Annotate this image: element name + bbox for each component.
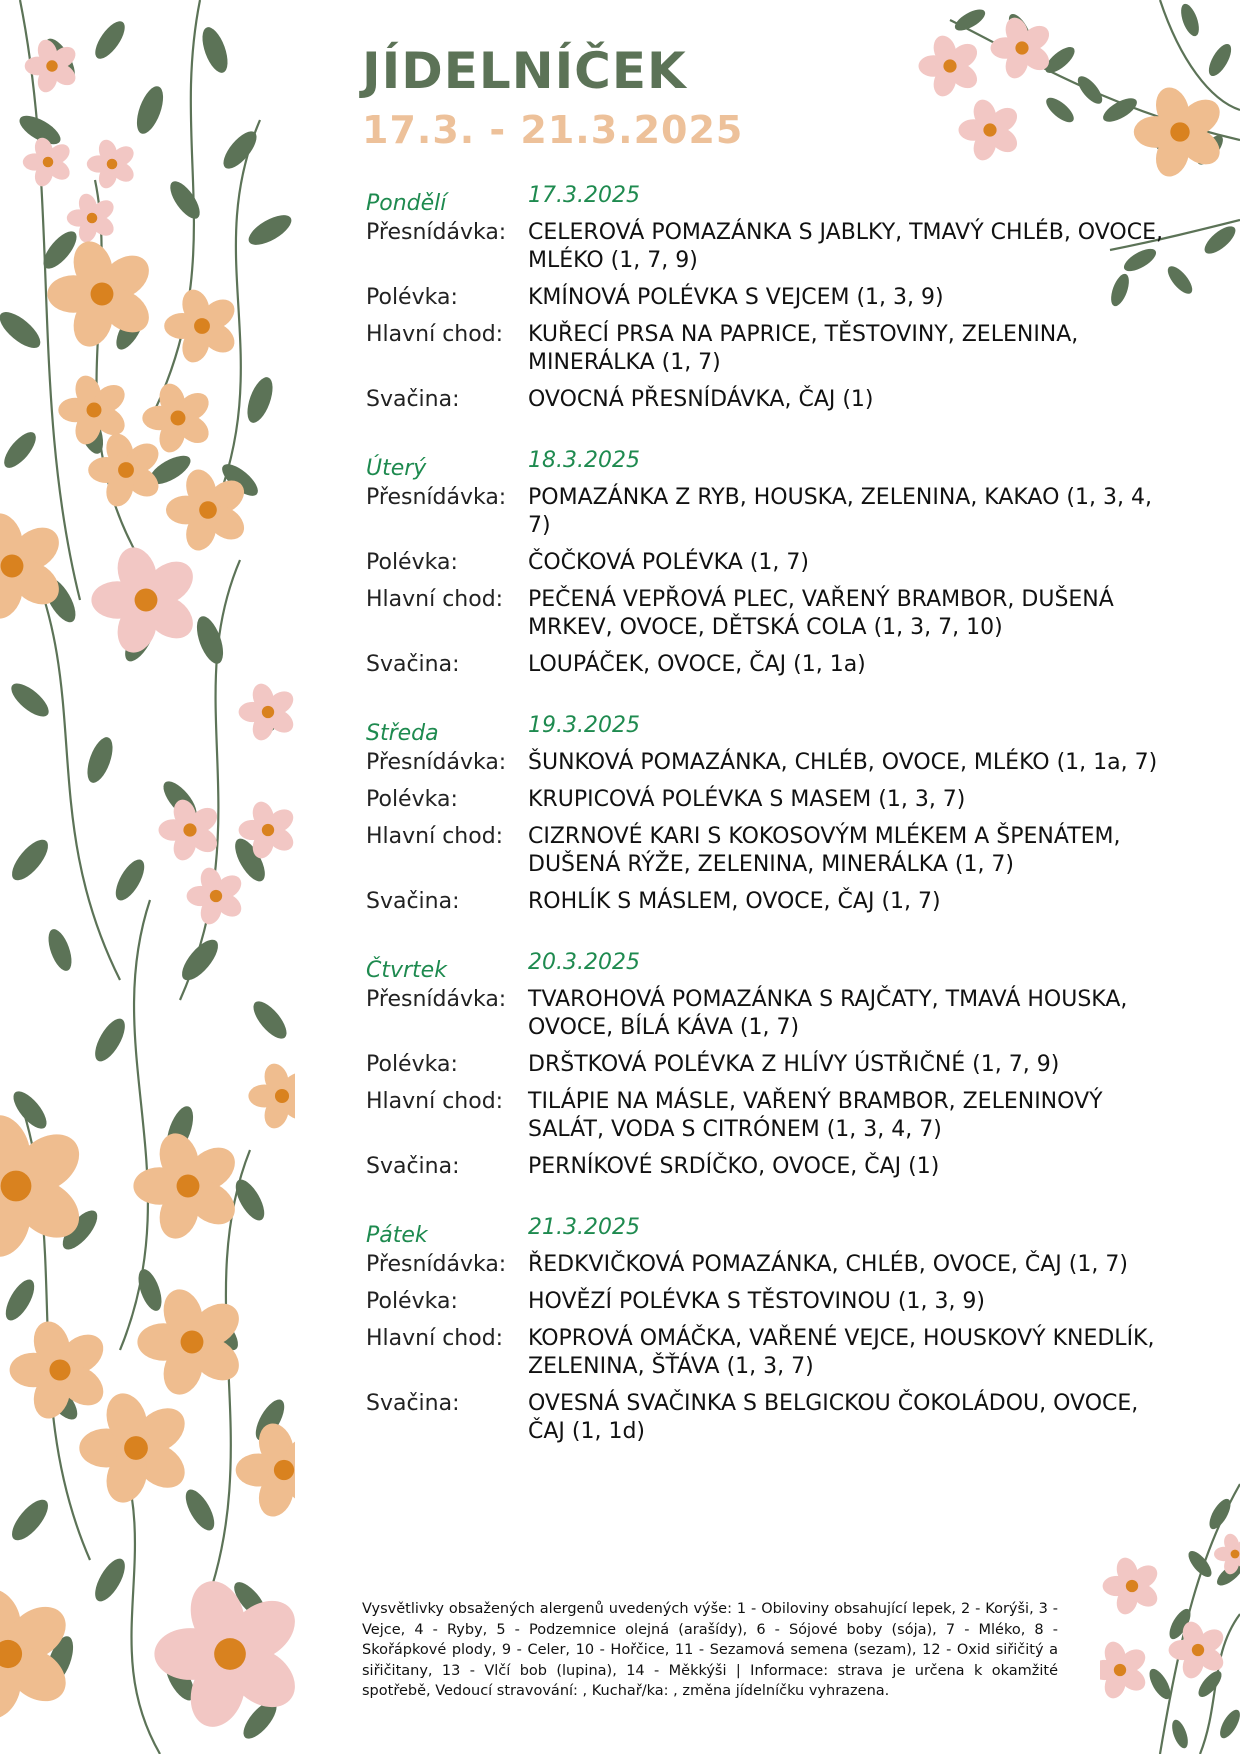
leaf xyxy=(1164,262,1197,297)
meal-value: ROHLÍK S MÁSLEM, OVOCE, ČAJ (1, 7) xyxy=(528,889,941,914)
meal-value: HOVĚZÍ POLÉVKA S TĚSTOVINOU (1, 3, 9) xyxy=(528,1289,986,1314)
meal-row-main xyxy=(366,1088,1166,1144)
leaf xyxy=(0,427,41,473)
leaf xyxy=(89,1014,130,1066)
leaf xyxy=(44,926,76,974)
day-thursday xyxy=(366,950,1166,1181)
meal-label: Přesnídávka: xyxy=(366,220,507,245)
day-name: Středa xyxy=(366,721,439,746)
flower xyxy=(142,380,214,455)
meal-row-soup xyxy=(366,1288,1166,1316)
flower xyxy=(87,137,138,190)
flower-center xyxy=(262,824,274,836)
meal-row-main xyxy=(366,321,1166,377)
day-monday xyxy=(366,183,1166,414)
leaf xyxy=(1042,94,1077,127)
day-friday xyxy=(366,1215,1166,1446)
flower-center xyxy=(1,555,24,578)
flower-center xyxy=(183,823,196,836)
day-header xyxy=(366,183,1166,219)
flower xyxy=(91,542,201,657)
flower-center xyxy=(118,462,134,478)
leaf xyxy=(1200,222,1239,259)
flower xyxy=(248,1060,295,1131)
flower xyxy=(79,1388,193,1508)
meal-label: Přesnídávka: xyxy=(366,750,507,775)
leaf xyxy=(230,1175,270,1224)
meal-value: KOPROVÁ OMÁČKA, VAŘENÉ VEJCE, HOUSKOVÝ KNEDLÍK, ZELENINA, ŠŤÁVA (1, 3, 7) xyxy=(528,1326,1155,1379)
leaf xyxy=(0,1275,40,1324)
day-name: Pondělí xyxy=(366,191,447,216)
flower-center xyxy=(107,159,118,170)
flower-center xyxy=(87,213,98,224)
meal-row-breakfast xyxy=(366,986,1166,1042)
day-date: 20.3.2025 xyxy=(528,950,640,975)
day-header xyxy=(366,713,1166,749)
flower-center xyxy=(1231,1550,1240,1559)
meal-value: OVESNÁ SVAČINKA S BELGICKOU ČOKOLÁDOU, OVOCE, ČAJ (1, 1d) xyxy=(528,1391,1139,1444)
meal-value: KUŘECÍ PRSA NA PAPRICE, TĚSTOVINY, ZELENINA, MINERÁLKA (1, 7) xyxy=(528,322,1079,375)
meal-row-snack xyxy=(366,1153,1166,1181)
meal-value: ŘEDKVIČKOVÁ POMAZÁNKA, CHLÉB, OVOCE, ČAJ (1, 7) xyxy=(528,1252,1128,1277)
flower-center xyxy=(49,1359,70,1380)
leaf xyxy=(197,24,232,76)
day-header xyxy=(366,448,1166,484)
meal-label: Polévka: xyxy=(366,1289,458,1314)
leaf xyxy=(1177,2,1202,39)
meal-row-snack xyxy=(366,888,1166,916)
meal-row-breakfast xyxy=(366,749,1166,777)
leaf xyxy=(244,209,295,250)
leaf xyxy=(165,177,205,224)
meal-value: PERNÍKOVÉ SRDÍČKO, OVOCE, ČAJ (1) xyxy=(528,1154,940,1179)
flower xyxy=(159,797,222,864)
meal-row-snack xyxy=(366,651,1166,679)
leaf xyxy=(1100,94,1141,127)
flower-center xyxy=(181,1331,204,1354)
flower-center xyxy=(262,706,274,718)
day-wednesday xyxy=(366,713,1166,916)
flower xyxy=(1103,1555,1162,1617)
floral-decoration-bottom-right xyxy=(1100,1474,1240,1754)
flower-center xyxy=(1126,1580,1138,1592)
meal-value: TVAROHOVÁ POMAZÁNKA S RAJČATY, TMAVÁ HOUSKA, OVOCE, BÍLÁ KÁVA (1, 7) xyxy=(528,987,1128,1040)
leaf xyxy=(6,834,54,886)
meal-value: POMAZÁNKA Z RYB, HOUSKA, ZELENINA, KAKAO (1, 3, 4, 7) xyxy=(528,485,1152,538)
leaf xyxy=(132,83,169,137)
flower-center xyxy=(1192,1644,1204,1656)
leaf xyxy=(89,1554,130,1606)
day-name: Úterý xyxy=(366,456,427,481)
meal-value: KMÍNOVÁ POLÉVKA S VEJCEM (1, 3, 9) xyxy=(528,285,944,310)
day-header xyxy=(366,950,1166,986)
flower xyxy=(991,15,1054,82)
flower-center xyxy=(1114,1664,1126,1676)
meal-label: Hlavní chod: xyxy=(366,322,504,347)
leaf xyxy=(248,996,292,1044)
leaf xyxy=(6,1494,54,1546)
flower xyxy=(187,865,246,927)
day-name: Pátek xyxy=(366,1223,428,1248)
meal-value: ČOČKOVÁ POLÉVKA (1, 7) xyxy=(528,550,809,575)
meal-label: Přesnídávka: xyxy=(366,987,507,1012)
meal-value: CELEROVÁ POMAZÁNKA S JABLKY, TMAVÝ CHLÉB, OVOCE, MLÉKO (1, 7, 9) xyxy=(528,220,1163,273)
flower xyxy=(236,1419,295,1521)
meal-row-breakfast xyxy=(366,1251,1166,1279)
flower-center xyxy=(177,1175,200,1198)
meal-row-breakfast xyxy=(366,219,1166,275)
meal-row-soup xyxy=(366,1051,1166,1079)
day-name: Čtvrtek xyxy=(366,958,447,983)
leaf xyxy=(180,1485,220,1534)
leaf xyxy=(0,306,46,354)
meal-label: Polévka: xyxy=(366,787,458,812)
leaf xyxy=(1216,1707,1240,1741)
meal-value: KRUPICOVÁ POLÉVKA S MASEM (1, 3, 7) xyxy=(528,787,966,812)
flower xyxy=(133,1128,243,1243)
flower-center xyxy=(46,60,57,71)
flower-center xyxy=(1170,122,1189,141)
flower-center xyxy=(194,318,210,334)
meal-row-snack xyxy=(366,386,1166,414)
meal-label: Polévka: xyxy=(366,1052,458,1077)
meal-label: Hlavní chod: xyxy=(366,1089,504,1114)
weekly-menu xyxy=(366,183,1166,1480)
flower-center xyxy=(135,589,158,612)
leaf xyxy=(218,126,262,174)
meal-label: Svačina: xyxy=(366,889,460,914)
day-tuesday xyxy=(366,448,1166,679)
meal-value: PEČENÁ VEPŘOVÁ PLEC, VAŘENÝ BRAMBOR, DUŠENÁ MRKEV, OVOCE, DĚTSKÁ COLA (1, 3, 7, 10) xyxy=(528,587,1114,640)
meal-row-main xyxy=(366,823,1166,879)
meal-row-main xyxy=(366,1325,1166,1381)
leaf xyxy=(1169,1718,1191,1751)
flower-center xyxy=(274,1460,294,1480)
meal-label: Polévka: xyxy=(366,285,458,310)
flower-center xyxy=(943,59,956,72)
meal-value: CIZRNOVÉ KARI S KOKOSOVÝM MLÉKEM A ŠPENÁTEM, DUŠENÁ RÝŽE, ZELENINA, MINERÁLKA (1, 7) xyxy=(528,824,1121,877)
leaf xyxy=(192,613,229,667)
flower-center xyxy=(210,890,222,902)
flower-center xyxy=(1015,41,1028,54)
meal-label: Svačina: xyxy=(366,387,460,412)
leaf xyxy=(1074,72,1107,107)
meal-label: Přesnídávka: xyxy=(366,485,507,510)
meal-label: Hlavní chod: xyxy=(366,587,504,612)
meal-row-soup xyxy=(366,549,1166,577)
leaf xyxy=(176,934,224,986)
floral-decoration-left xyxy=(0,0,295,1754)
meal-label: Svačina: xyxy=(366,652,460,677)
stem xyxy=(1160,1484,1240,1754)
day-date: 17.3.2025 xyxy=(528,183,640,208)
meal-value: OVOCNÁ PŘESNÍDÁVKA, ČAJ (1) xyxy=(528,387,874,412)
flower-center xyxy=(1,1171,32,1202)
flower xyxy=(23,135,74,188)
flower-center xyxy=(275,1089,289,1103)
flower-center xyxy=(43,157,54,168)
meal-row-breakfast xyxy=(366,484,1166,540)
flower xyxy=(1100,1639,1150,1701)
flower-center xyxy=(171,411,186,426)
leaf xyxy=(90,17,130,64)
meal-label: Svačina: xyxy=(366,1154,460,1179)
leaf xyxy=(242,374,277,426)
meal-row-main xyxy=(366,586,1166,642)
meal-row-snack xyxy=(366,1390,1166,1446)
meal-value: ŠUNKOVÁ POMAZÁNKA, CHLÉB, OVOCE, MLÉKO (1, 1a, 7) xyxy=(528,750,1158,775)
day-date: 21.3.2025 xyxy=(528,1215,640,1240)
allergen-footnote: Vysvětlivky obsažených alergenů uvedených výše: 1 - Obiloviny obsahující lepek, 2 - Korýši, 3 - Vejce, 4 - Ryby, 5 - Podzemnice olejná (arašídy), 6 - Sójové boby (sója), 7 - Mléko, 8 - Skořápkové plody, 9 - Celer, 10 - Hořčice, 11 - Sezamová semena (sezam), 12 - Oxid siřičitý a siřičitany, 13 - Vlčí bob (lupina), 14 - Měkkýši | Informace: strava je určena k okamžité spotřebě, Vedoucí stravování: , Kuchař/ka: , změna jídelníčku vyhrazena. xyxy=(362,1601,1058,1699)
flower xyxy=(10,1317,111,1424)
meal-value: LOUPÁČEK, OVOCE, ČAJ (1, 1a) xyxy=(528,652,866,677)
leaf xyxy=(110,855,150,904)
flower-center xyxy=(91,283,114,306)
meal-label: Hlavní chod: xyxy=(366,824,504,849)
flower-center xyxy=(983,123,996,136)
meal-label: Přesnídávka: xyxy=(366,1252,507,1277)
flower-center xyxy=(199,501,217,519)
meal-value: DRŠTKOVÁ POLÉVKA Z HLÍVY ÚSTŘIČNÉ (1, 7, 9) xyxy=(528,1052,1060,1077)
flower xyxy=(1214,1532,1240,1576)
flower xyxy=(1134,83,1227,181)
flower xyxy=(919,33,982,100)
leaf xyxy=(82,734,117,786)
page-title: JÍDELNÍČEK xyxy=(362,42,687,100)
flower-center xyxy=(124,1436,148,1460)
leaf xyxy=(1204,41,1235,80)
meal-row-soup xyxy=(366,284,1166,312)
meal-label: Hlavní chod: xyxy=(366,1326,504,1351)
day-header xyxy=(366,1215,1166,1251)
flower-center xyxy=(214,1638,246,1670)
leaf xyxy=(6,678,54,722)
day-date: 18.3.2025 xyxy=(528,448,640,473)
flower-center xyxy=(87,403,102,418)
day-date: 19.3.2025 xyxy=(528,713,640,738)
week-date-range: 17.3. - 21.3.2025 xyxy=(362,108,744,152)
meal-row-soup xyxy=(366,786,1166,814)
flower xyxy=(959,97,1022,164)
meal-value: TILÁPIE NA MÁSLE, VAŘENÝ BRAMBOR, ZELENINOVÝ SALÁT, VODA S CITRÓNEM (1, 3, 4, 7) xyxy=(528,1089,1103,1142)
meal-label: Polévka: xyxy=(366,550,458,575)
meal-label: Svačina: xyxy=(366,1391,460,1416)
flower xyxy=(239,681,295,743)
